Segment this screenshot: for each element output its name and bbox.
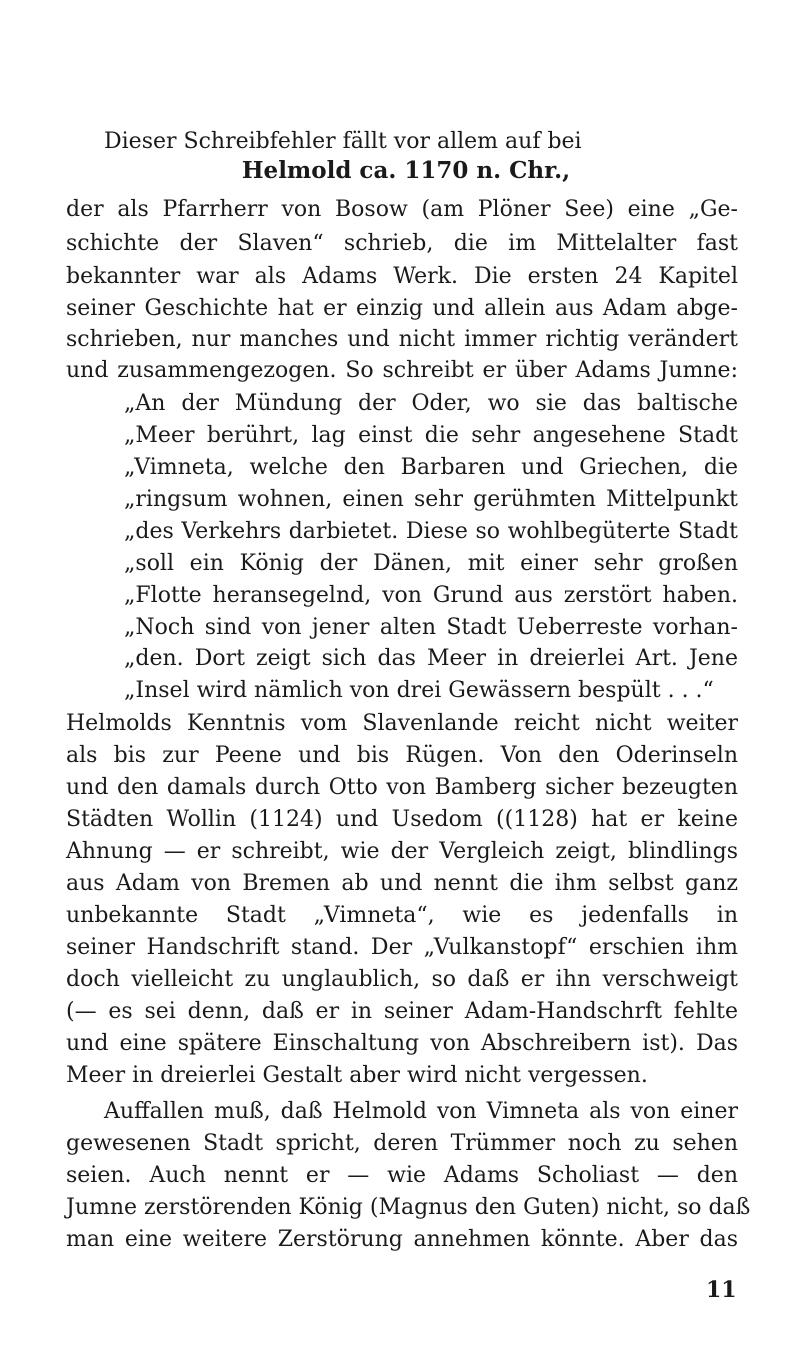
text-line: als bis zur Peene und bis Rügen. Von den Oderinseln bbox=[66, 743, 738, 768]
quote-line: „Insel wird nämlich von drei Gewässern bespült . . .“ bbox=[124, 678, 714, 703]
quote-line: „An der Mündung der Oder, wo sie das baltische bbox=[124, 391, 738, 416]
quote-line: „soll ein König der Dänen, mit einer sehr großen bbox=[124, 551, 738, 576]
text-line: unbekannte Stadt „Vimneta“, wie es jedenfalls in bbox=[66, 903, 738, 928]
page-number: 11 bbox=[706, 1277, 737, 1303]
text-line: Meer in dreierlei Gestalt aber wird nicht vergessen. bbox=[66, 1063, 648, 1088]
quote-line: „Meer berührt, lag einst die sehr angesehene Stadt bbox=[124, 423, 738, 448]
section-heading: Helmold ca. 1170 n. Chr., bbox=[241, 157, 571, 184]
text-line: Auffallen muß, daß Helmold von Vimneta als von einer bbox=[104, 1099, 738, 1124]
text-line: Städten Wollin (1124) und Usedom ((1128) hat er keine bbox=[66, 807, 738, 832]
text-line: der als Pfarrherr von Bosow (am Plöner See) eine „Ge- bbox=[66, 197, 738, 222]
text-line: Jumne zerstörenden König (Magnus den Guten) nicht, so daß bbox=[66, 1195, 751, 1220]
text-line: doch vielleicht zu unglaublich, so daß er ihn verschweigt bbox=[66, 967, 738, 992]
text-line: seien. Auch nennt er — wie Adams Scholiast — den bbox=[66, 1163, 738, 1188]
quote-line: „Noch sind von jener alten Stadt Ueberreste vorhan- bbox=[124, 615, 738, 640]
text-line: Dieser Schreibfehler fällt vor allem auf bei bbox=[104, 129, 582, 154]
text-line: man eine weitere Zerstörung annehmen könnte. Aber das bbox=[66, 1227, 738, 1252]
text-line: (— es sei denn, daß er in seiner Adam-Handschrft fehlte bbox=[66, 999, 738, 1024]
text-line: schrieben, nur manches und nicht immer richtig verändert bbox=[66, 327, 738, 352]
text-line: seiner Handschrift stand. Der „Vulkanstopf“ erschien ihm bbox=[66, 935, 738, 960]
text-line: gewesenen Stadt spricht, deren Trümmer noch zu sehen bbox=[66, 1131, 738, 1156]
quote-line: „Flotte heransegelnd, von Grund aus zerstört haben. bbox=[124, 583, 738, 608]
text-line: Helmolds Kenntnis vom Slavenlande reicht nicht weiter bbox=[66, 711, 738, 736]
quote-line: „Vimneta, welche den Barbaren und Griechen, die bbox=[124, 455, 738, 480]
text-line: bekannter war als Adams Werk. Die ersten 24 Kapitel bbox=[66, 264, 738, 289]
quote-line: „den. Dort zeigt sich das Meer in dreierlei Art. Jene bbox=[124, 646, 738, 671]
text-line: und eine spätere Einschaltung von Abschreibern ist). Das bbox=[66, 1031, 738, 1056]
text-line: aus Adam von Bremen ab und nennt die ihm selbst ganz bbox=[66, 871, 738, 896]
text-line: und zusammengezogen. So schreibt er über Adams Jumne: bbox=[66, 358, 738, 383]
text-line: schichte der Slaven“ schrieb, die im Mittelalter fast bbox=[66, 231, 738, 256]
text-line: seiner Geschichte hat er einzig und allein aus Adam abge- bbox=[66, 296, 738, 321]
quote-line: „des Verkehrs darbietet. Diese so wohlbegüterte Stadt bbox=[124, 519, 738, 544]
quote-line: „ringsum wohnen, einen sehr gerühmten Mittelpunkt bbox=[124, 487, 738, 512]
text-line: und den damals durch Otto von Bamberg sicher bezeugten bbox=[66, 775, 738, 800]
text-line: Ahnung — er schreibt, wie der Vergleich zeigt, blindlings bbox=[66, 839, 738, 864]
